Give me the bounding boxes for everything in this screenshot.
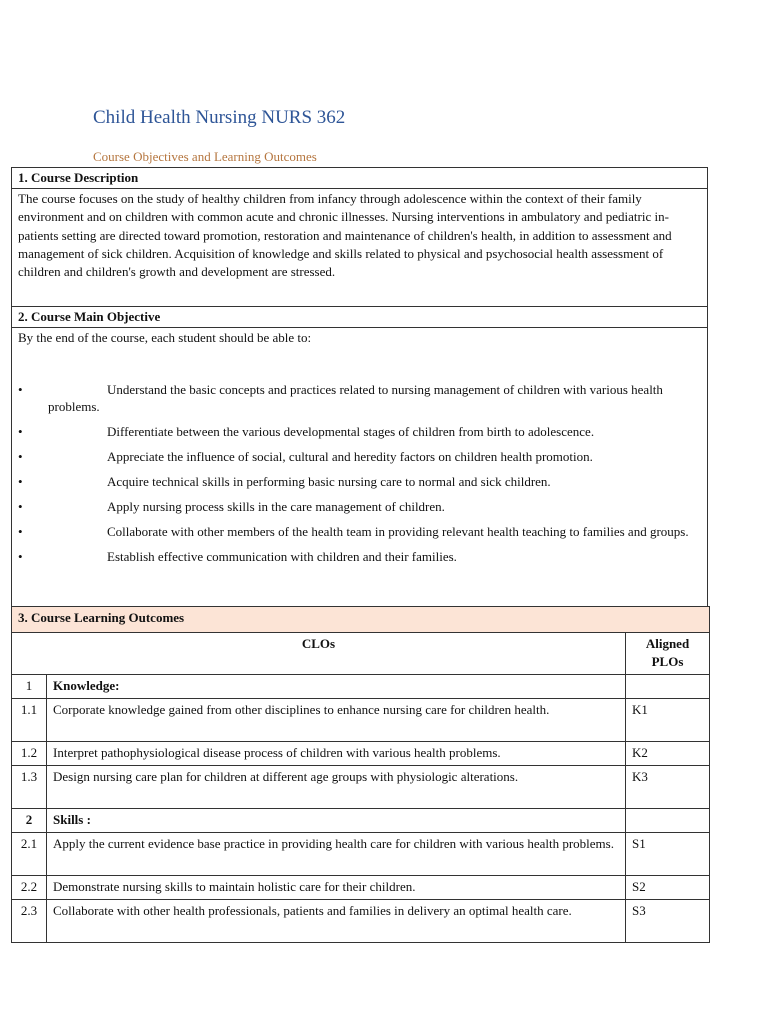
plos-header: Aligned PLOs	[626, 633, 710, 675]
plo-code	[626, 809, 710, 833]
table-row	[12, 766, 710, 809]
objective-item	[18, 448, 701, 465]
objective-item	[18, 548, 701, 565]
objective-item	[18, 523, 701, 540]
objective-item	[18, 473, 701, 490]
plo-code: S2	[626, 876, 710, 900]
course-description: The course focuses on the study of healthy children from infancy through adolescence within the context of their family environment and on children with common acute and chronic illnesses. Nursing interventions in ambulatory and pediatric in-patients setting are directed toward promotion, restoration and maintenance of children's health, in addition to assessment and management of sick children. Acquisition of knowledge and skills related to physical and psychosocial health assessment of children and children's growth and development are stressed.	[12, 189, 707, 307]
bullet-icon: •	[18, 424, 23, 439]
clo-number: 1.2	[12, 742, 47, 766]
table-row	[12, 876, 710, 900]
clo-text: Collaborate with other health professionals, patients and families in delivery an optimal health care.	[47, 900, 626, 943]
plo-code: K3	[626, 766, 710, 809]
clo-number: 2.1	[12, 833, 47, 876]
objective-text: Collaborate with other members of the health team in providing relevant health teaching to families and groups.	[107, 524, 689, 539]
clo-text: Interpret pathophysiological disease process of children with various health problems.	[47, 742, 626, 766]
bullet-icon: •	[18, 549, 23, 564]
table-row	[12, 675, 710, 699]
bullet-icon: •	[18, 382, 23, 397]
bullet-icon: •	[18, 524, 23, 539]
objectives	[12, 328, 707, 574]
bullet-icon: •	[18, 499, 23, 514]
objective-text: Understand the basic concepts and practices related to nursing management of children with various health problems.	[48, 382, 663, 414]
objective-text: Acquire technical skills in performing basic nursing care to normal and sick children.	[107, 474, 551, 489]
bullet-icon: •	[18, 449, 23, 464]
table-row	[12, 833, 710, 876]
clo-number: 2	[12, 809, 47, 833]
clo-text: Corporate knowledge gained from other disciplines to enhance nursing care for children health.	[47, 699, 626, 742]
section1-heading: 1. Course Description	[12, 168, 707, 189]
objective-item	[18, 423, 701, 440]
document-subtitle: Course Objectives and Learning Outcomes	[93, 149, 317, 164]
course-info-box	[11, 167, 708, 607]
table-row	[12, 742, 710, 766]
clo-text: Demonstrate nursing skills to maintain holistic care for their children.	[47, 876, 626, 900]
bullet-icon: •	[18, 474, 23, 489]
clo-number: 1	[12, 675, 47, 699]
clo-text: Design nursing care plan for children at different age groups with physiologic alterations.	[47, 766, 626, 809]
clo-text: Apply the current evidence base practice in providing health care for children with various health problems.	[47, 833, 626, 876]
learning-outcomes-table	[11, 606, 710, 943]
clo-number: 2.2	[12, 876, 47, 900]
plo-code: K2	[626, 742, 710, 766]
table-row	[12, 900, 710, 943]
section2-heading: 2. Course Main Objective	[12, 307, 707, 328]
plo-code: S3	[626, 900, 710, 943]
objective-text: Apply nursing process skills in the care management of children.	[107, 499, 445, 514]
plo-code	[626, 675, 710, 699]
objectives-intro: By the end of the course, each student should be able to:	[18, 330, 312, 345]
section3-heading: 3. Course Learning Outcomes	[12, 607, 710, 633]
table-row	[12, 809, 710, 833]
clo-number: 1.3	[12, 766, 47, 809]
objective-list	[18, 381, 701, 565]
plo-code: K1	[626, 699, 710, 742]
clos-header: CLOs	[12, 633, 626, 675]
clo-text: Knowledge:	[47, 675, 626, 699]
objective-text: Appreciate the influence of social, cultural and heredity factors on children health promotion.	[107, 449, 593, 464]
clo-text: Skills :	[47, 809, 626, 833]
objective-item	[18, 381, 701, 415]
clo-number: 1.1	[12, 699, 47, 742]
objective-text: Establish effective communication with children and their families.	[107, 549, 457, 564]
document-title: Child Health Nursing NURS 362	[93, 107, 346, 128]
table-row	[12, 699, 710, 742]
objective-text: Differentiate between the various developmental stages of children from birth to adolescence.	[107, 424, 595, 439]
plo-code: S1	[626, 833, 710, 876]
clo-number: 2.3	[12, 900, 47, 943]
objective-item	[18, 498, 701, 515]
